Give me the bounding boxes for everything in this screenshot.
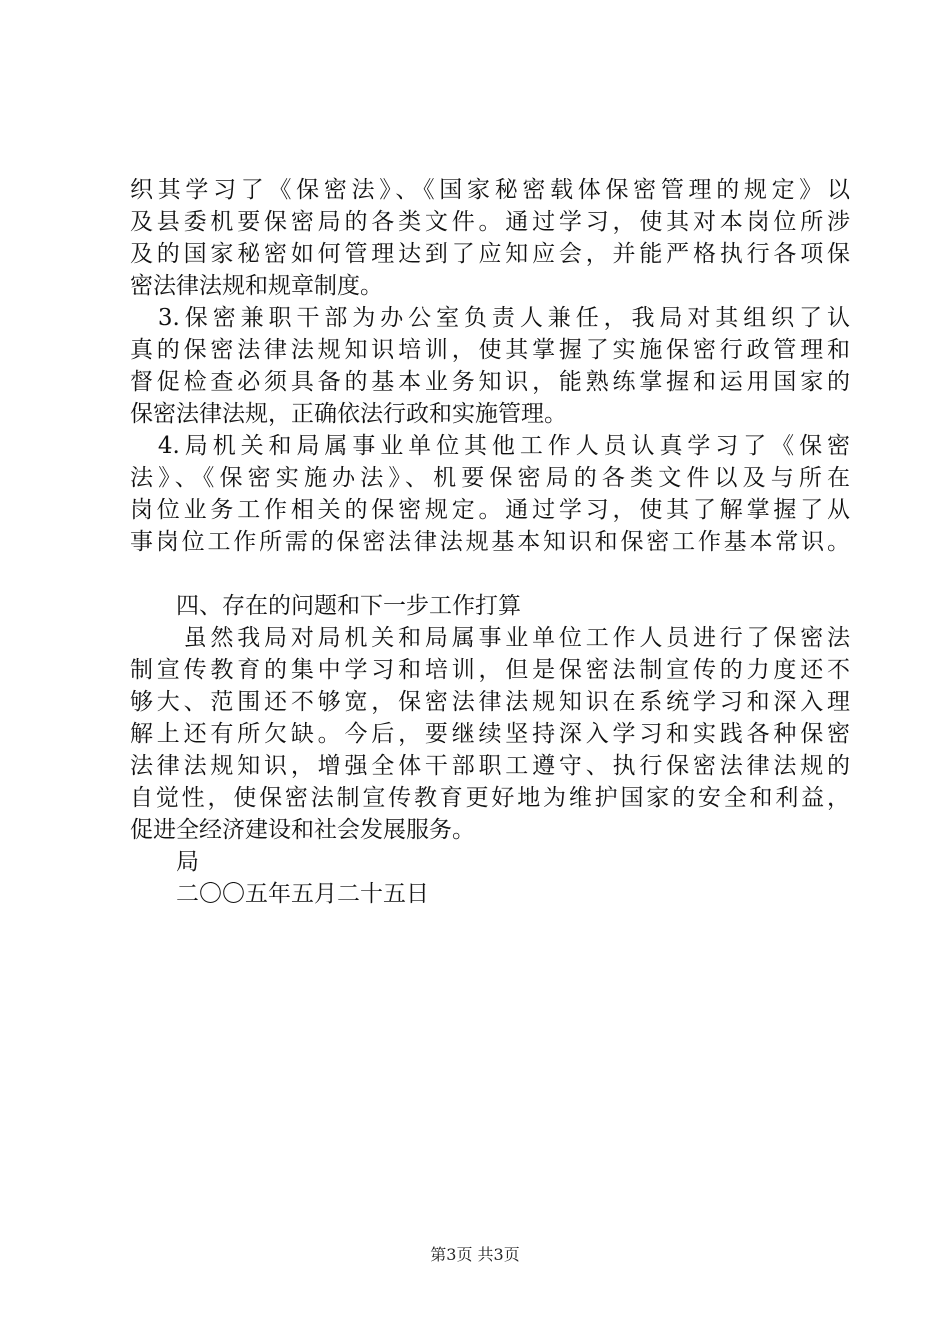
text-line: 织其学习了《保密法》、《国家秘密载体保密管理的规定》以 [130, 177, 850, 203]
page-number: 第3页 共3页 [430, 1245, 520, 1264]
text-line: 及的国家秘密如何管理达到了应知应会，并能严格执行各项保 [130, 241, 850, 267]
text-line: 制宣传教育的集中学习和培训，但是保密法制宣传的力度还不 [130, 657, 850, 683]
page-footer [0, 1244, 950, 1266]
text-line: 促进全经济建设和社会发展服务。 [130, 817, 475, 843]
document-body [130, 174, 850, 910]
text-line: 4.局机关和局属事业单位其他工作人员认真学习了《保密 [130, 433, 850, 459]
text-line: 岗位业务工作相关的保密规定。通过学习，使其了解掌握了从 [130, 497, 850, 523]
blank-line [130, 558, 850, 590]
text-line: 够大、范围还不够宽，保密法律法规知识在系统学习和深入理 [130, 689, 850, 715]
text-line: 法律法规知识，增强全体干部职工遵守、执行保密法律法规的 [130, 753, 850, 779]
text-line: 及县委机要保密局的各类文件。通过学习，使其对本岗位所涉 [130, 209, 850, 235]
signature-org: 局 [130, 849, 199, 875]
text-line: 法》、《保密实施办法》、机要保密局的各类文件以及与所在 [130, 465, 850, 491]
text-line: 保密法律法规，正确依法行政和实施管理。 [130, 401, 567, 427]
text-line: 解上还有所欠缺。今后，要继续坚持深入学习和实践各种保密 [130, 721, 850, 747]
text-line: 自觉性，使保密法制宣传教育更好地为维护国家的安全和利益， [130, 785, 850, 811]
text-line: 事岗位工作所需的保密法律法规基本知识和保密工作基本常识。 [130, 529, 850, 555]
text-line: 督促检查必须具备的基本业务知识，能熟练掌握和运用国家的 [130, 369, 850, 395]
text-line: 虽然我局对局机关和局属事业单位工作人员进行了保密法 [130, 625, 850, 651]
signature-date: 二〇〇五年五月二十五日 [130, 881, 429, 907]
text-line: 真的保密法律法规知识培训，使其掌握了实施保密行政管理和 [130, 337, 850, 363]
text-line: 密法律法规和规章制度。 [130, 273, 383, 299]
section-heading: 四、存在的问题和下一步工作打算 [130, 593, 521, 619]
text-line: 3.保密兼职干部为办公室负责人兼任，我局对其组织了认 [130, 305, 850, 331]
